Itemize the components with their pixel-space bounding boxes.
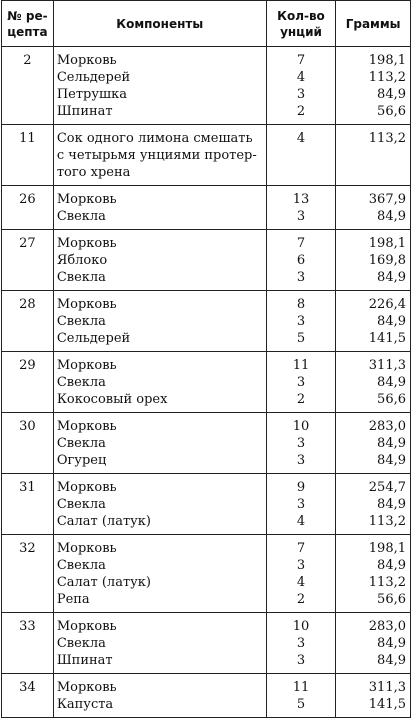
- ounces-value: 10: [292, 619, 310, 634]
- table-row: [2, 291, 411, 352]
- ingredient: Морковь: [56, 192, 117, 207]
- ounces-value: 7: [296, 53, 306, 68]
- ounces-cell: [266, 613, 336, 674]
- ounces-value: 3: [296, 436, 306, 451]
- ingredient: Петрушка: [56, 87, 127, 102]
- recipe-number-value: 26: [19, 192, 36, 207]
- ounces-value: 3: [296, 87, 306, 102]
- ounces-value: 3: [296, 453, 306, 468]
- grams-value: 113,2: [368, 131, 406, 146]
- recipe-number-value: 2: [23, 53, 32, 68]
- grams-value: 113,2: [368, 575, 406, 590]
- ounces-value: 5: [296, 697, 306, 712]
- ingredient: Сельдерей: [56, 70, 131, 85]
- grams-cell: [336, 291, 411, 352]
- recipe-number: [2, 535, 54, 613]
- ingredient: Морковь: [56, 619, 117, 634]
- ounces-value: 4: [296, 131, 306, 146]
- header-grams: Граммы: [336, 1, 411, 47]
- ounces-cell: [266, 47, 336, 125]
- ounces-cell: [266, 674, 336, 718]
- ounces-cell: [266, 474, 336, 535]
- ounces-value: 11: [292, 680, 310, 695]
- grams-cell: [336, 230, 411, 291]
- grams-value: 113,2: [368, 70, 406, 85]
- header-recipe-number-line: № ре-: [7, 8, 48, 23]
- grams-value: 198,1: [368, 541, 406, 556]
- ingredient: того хрена: [56, 165, 131, 180]
- recipe-number: [2, 352, 54, 413]
- components-cell: [53, 535, 266, 613]
- recipe-number: [2, 186, 54, 230]
- ounces-value: 9: [296, 480, 306, 495]
- grams-cell: [336, 125, 411, 186]
- grams-value: 84,9: [377, 436, 406, 451]
- grams-cell: [336, 674, 411, 718]
- table-row: [2, 125, 411, 186]
- grams-value: 169,8: [368, 253, 406, 268]
- ounces-cell: [266, 230, 336, 291]
- ingredient: Шпинат: [56, 653, 113, 668]
- grams-value: 311,3: [368, 358, 406, 373]
- ounces-value: 6: [296, 253, 306, 268]
- grams-value: 56,6: [377, 392, 406, 407]
- ingredient: Салат (латук): [56, 514, 151, 529]
- ounces-value: 2: [296, 104, 306, 119]
- table-row: [2, 674, 411, 718]
- header-ounces: [266, 1, 336, 47]
- components-cell: [53, 474, 266, 535]
- components-cell: [53, 413, 266, 474]
- recipe-number-value: 30: [19, 419, 36, 434]
- table-row: [2, 413, 411, 474]
- recipe-number-value: 32: [19, 541, 36, 556]
- grams-value: 56,6: [377, 592, 406, 607]
- recipe-number-value: 11: [19, 131, 36, 146]
- ingredient: Репа: [56, 592, 90, 607]
- grams-value: 84,9: [377, 87, 406, 102]
- table-row: [2, 47, 411, 125]
- ounces-cell: [266, 125, 336, 186]
- grams-cell: [336, 352, 411, 413]
- grams-cell: [336, 535, 411, 613]
- grams-value: 113,2: [368, 514, 406, 529]
- grams-value: 84,9: [377, 209, 406, 224]
- grams-value: 226,4: [368, 297, 406, 312]
- ounces-value: 3: [296, 209, 306, 224]
- ounces-value: 2: [296, 392, 306, 407]
- ounces-cell: [266, 291, 336, 352]
- header-recipe-number-line: цепта: [7, 24, 48, 39]
- grams-value: 198,1: [368, 53, 406, 68]
- grams-value: 198,1: [368, 236, 406, 251]
- table-row: [2, 535, 411, 613]
- header-ounces-line: унций: [280, 24, 322, 39]
- ingredient: с четырьмя унциями протер-: [56, 148, 257, 163]
- grams-cell: [336, 613, 411, 674]
- header-recipe-number: [2, 1, 54, 47]
- components-cell: [53, 674, 266, 718]
- table-row: [2, 230, 411, 291]
- ingredient: Свекла: [56, 209, 106, 224]
- recipe-number-value: 28: [19, 297, 36, 312]
- grams-value: 56,6: [377, 104, 406, 119]
- recipe-number: [2, 413, 54, 474]
- ounces-cell: [266, 413, 336, 474]
- header-components: Компоненты: [53, 1, 266, 47]
- ounces-value: 2: [296, 592, 306, 607]
- grams-value: 84,9: [377, 270, 406, 285]
- ounces-value: 3: [296, 314, 306, 329]
- table-body: [2, 47, 411, 718]
- ingredient: Свекла: [56, 497, 106, 512]
- recipe-number-value: 27: [19, 236, 36, 251]
- grams-cell: [336, 186, 411, 230]
- ingredient: Морковь: [56, 53, 117, 68]
- ingredient: Свекла: [56, 636, 106, 651]
- ounces-value: 4: [296, 514, 306, 529]
- grams-value: 141,5: [368, 697, 406, 712]
- ingredient: Яблоко: [56, 253, 108, 268]
- grams-value: 84,9: [377, 314, 406, 329]
- ingredient: Морковь: [56, 358, 117, 373]
- recipe-number: [2, 125, 54, 186]
- grams-value: 141,5: [368, 331, 406, 346]
- table-header: [2, 1, 411, 47]
- ounces-value: 13: [292, 192, 310, 207]
- ounces-cell: [266, 352, 336, 413]
- ounces-value: 3: [296, 653, 306, 668]
- recipes-table: [1, 0, 411, 718]
- grams-value: 254,7: [368, 480, 406, 495]
- recipe-number: [2, 291, 54, 352]
- ingredient: Салат (латук): [56, 575, 151, 590]
- ingredient: Свекла: [56, 436, 106, 451]
- grams-value: 84,9: [377, 497, 406, 512]
- grams-cell: [336, 474, 411, 535]
- grams-value: 84,9: [377, 653, 406, 668]
- components-cell: [53, 125, 266, 186]
- table-row: [2, 186, 411, 230]
- recipe-number: [2, 47, 54, 125]
- grams-value: 283,0: [368, 619, 406, 634]
- ounces-value: 4: [296, 575, 306, 590]
- recipe-number: [2, 674, 54, 718]
- components-cell: [53, 352, 266, 413]
- recipe-number-value: 31: [19, 480, 36, 495]
- ingredient: Сельдерей: [56, 331, 131, 346]
- ounces-value: 4: [296, 70, 306, 85]
- ounces-value: 10: [292, 419, 310, 434]
- components-cell: [53, 186, 266, 230]
- ounces-value: 3: [296, 497, 306, 512]
- table-row: [2, 613, 411, 674]
- ingredient: Сок одного лимона смешать: [56, 131, 253, 146]
- ingredient: Морковь: [56, 541, 117, 556]
- components-cell: [53, 613, 266, 674]
- ounces-value: 3: [296, 270, 306, 285]
- recipe-number-value: 34: [19, 680, 36, 695]
- recipe-number: [2, 613, 54, 674]
- ounces-value: 5: [296, 331, 306, 346]
- grams-value: 84,9: [377, 558, 406, 573]
- ingredient: Морковь: [56, 480, 117, 495]
- grams-cell: [336, 413, 411, 474]
- ounces-value: 3: [296, 558, 306, 573]
- ingredient: Свекла: [56, 270, 106, 285]
- recipe-number: [2, 474, 54, 535]
- ounces-value: 7: [296, 541, 306, 556]
- grams-value: 283,0: [368, 419, 406, 434]
- ingredient: Шпинат: [56, 104, 113, 119]
- header-row: [2, 1, 411, 47]
- grams-value: 367,9: [368, 192, 406, 207]
- ingredient: Капуста: [56, 697, 114, 712]
- ingredient: Морковь: [56, 297, 117, 312]
- recipe-number-value: 29: [19, 358, 36, 373]
- recipe-number-value: 33: [19, 619, 36, 634]
- header-ounces-line: Кол-во: [277, 8, 325, 23]
- ounces-cell: [266, 186, 336, 230]
- components-cell: [53, 230, 266, 291]
- ingredient: Огурец: [56, 453, 107, 468]
- ounces-value: 3: [296, 636, 306, 651]
- ounces-value: 8: [296, 297, 306, 312]
- ounces-value: 7: [296, 236, 306, 251]
- table-row: [2, 474, 411, 535]
- components-cell: [53, 291, 266, 352]
- ounces-value: 11: [292, 358, 310, 373]
- grams-value: 84,9: [377, 636, 406, 651]
- ounces-cell: [266, 535, 336, 613]
- ingredient: Свекла: [56, 314, 106, 329]
- components-cell: [53, 47, 266, 125]
- ingredient: Свекла: [56, 375, 106, 390]
- table-row: [2, 352, 411, 413]
- ingredient: Морковь: [56, 419, 117, 434]
- ingredient: Кокосовый орех: [56, 392, 168, 407]
- ingredient: Свекла: [56, 558, 106, 573]
- recipe-number: [2, 230, 54, 291]
- grams-value: 311,3: [368, 680, 406, 695]
- ingredient: Морковь: [56, 680, 117, 695]
- grams-cell: [336, 47, 411, 125]
- grams-value: 84,9: [377, 453, 406, 468]
- ounces-value: 3: [296, 375, 306, 390]
- grams-value: 84,9: [377, 375, 406, 390]
- ingredient: Морковь: [56, 236, 117, 251]
